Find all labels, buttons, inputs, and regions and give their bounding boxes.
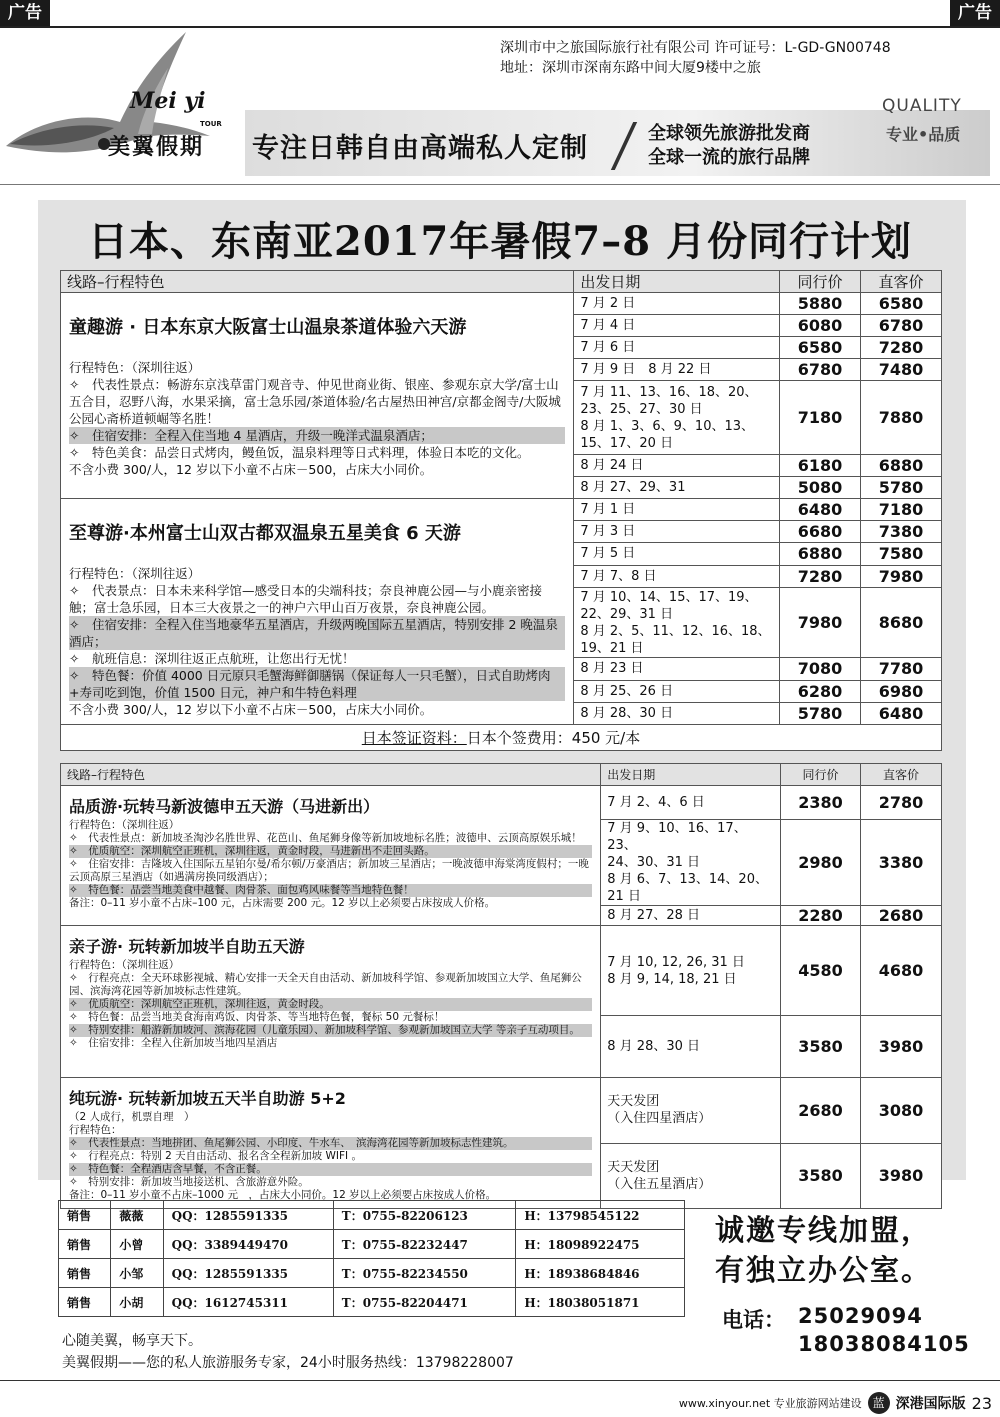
contact-mobile: H：18938684846 (516, 1259, 685, 1288)
ad-label-right: 广告 (950, 0, 1000, 26)
peer-price: 5780 (780, 702, 861, 724)
departure-date: 8 月 28、30 日 (601, 1016, 781, 1078)
route-detail-line: ✧ 特色美食：品尝日式烤肉，鳗鱼饭，温泉料理等日式料理，体验日本吃的文化。 (69, 445, 530, 460)
direct-price: 7980 (861, 565, 942, 587)
direct-price: 4680 (861, 926, 942, 1016)
peer-price: 2680 (781, 1078, 861, 1144)
route-title: 亲子游· 玩转新加坡半自助五天游 (69, 937, 305, 956)
header (0, 26, 1000, 186)
sales-contact-table (58, 1200, 685, 1317)
route-detail-line: ✧ 航班信息：深圳往返正点航班，让您出行无忧！ (69, 651, 355, 666)
route-detail-line: 不含小费 300/人，12 岁以下小童不占床－500，占床大小同价。 (69, 702, 433, 717)
departure-date: 7 月 4 日 (574, 315, 780, 337)
slogan-secondary-line2: 全球一流的旅行品牌 (648, 147, 810, 168)
peer-price: 2380 (781, 786, 861, 820)
peer-price: 6780 (780, 359, 861, 381)
contact-tel: T：0755-82204471 (333, 1288, 516, 1317)
peer-price: 2980 (781, 820, 861, 906)
peer-price: 7980 (780, 587, 861, 658)
departure-date: 天天发团 （入住五星酒店） (601, 1143, 781, 1209)
contact-role: 销售 (59, 1230, 111, 1259)
contact-mobile: H：13798545122 (516, 1201, 685, 1230)
route-detail-line: 备注：0–11 岁小童不占床–100 元，占床需要 200 元。12 岁以上必须要占床按成人价格。 (69, 897, 496, 909)
contact-row (59, 1259, 685, 1288)
route-detail-line: ✧ 特色餐：全程酒店含早餐，不含正餐。 (69, 1163, 592, 1176)
route-detail-line: ✧ 住宿安排：全程入住新加坡当地四星酒店 (69, 1037, 278, 1049)
visa-value: 日本个签费用：450 元/本 (466, 729, 641, 747)
route-detail-line: 备注：0–11 岁小童不占床–1000 元 ，占床大小同价。12 岁以上必须要占床按成人价格。 (69, 1189, 497, 1201)
departure-date: 7 月 9、10、16、17、23、 24、30、31 日 8 月 6、7、13、14、20、 21 日 (601, 820, 781, 906)
logo-tour-text: TOUR (200, 120, 222, 128)
contact-role: 销售 (59, 1201, 111, 1230)
direct-price: 6880 (861, 455, 942, 477)
peer-price: 7280 (780, 565, 861, 587)
direct-price: 7480 (861, 359, 942, 381)
route-cell (61, 499, 574, 725)
departure-date: 7 月 10、14、15、17、19、 22、29、31 日 8 月 2、5、11、12、16、18、 19、21 日 (574, 587, 780, 658)
route-detail-line: ✧ 代表性景点：新加坡圣淘沙名胜世界、花芭山、鱼尾狮身像等新加坡地标名胜；波德申、云顶高原娱乐城！ (69, 832, 582, 844)
direct-price: 7280 (861, 337, 942, 359)
contact-row (59, 1288, 685, 1317)
route-detail-line: ✧ 住宿安排：全程入住当地豪华五星酒店，升级两晚国际五星酒店，特别安排 2 晚温泉酒店； (69, 616, 565, 650)
peer-price: 5880 (780, 293, 861, 315)
logo-chinese-text: 美翼假期 (108, 135, 205, 160)
peer-price: 7180 (780, 381, 861, 455)
route-cell (61, 293, 574, 499)
peer-price: 6580 (780, 337, 861, 359)
franchise-line2: 有独立办公室。 (715, 1253, 933, 1287)
route-description (69, 1111, 592, 1202)
departure-date: 7 月 7、8 日 (574, 565, 780, 587)
direct-price: 5780 (861, 477, 942, 499)
route-title: 品质游·玩转马新波德申五天游（马进新出） (69, 797, 380, 816)
direct-price: 6980 (861, 680, 942, 702)
phone-number-1: 25029094 (798, 1304, 923, 1328)
route-description (69, 359, 565, 478)
departure-date: 8 月 23 日 (574, 658, 780, 680)
footer-site: www.xinyour.net 专业旅游网站建设 (678, 1397, 862, 1410)
route-detail-line: 行程特色：（深圳往返） (69, 566, 201, 581)
departure-date: 7 月 5 日 (574, 543, 780, 565)
footer-badge-icon: 蓝 (868, 1392, 890, 1414)
phone-label: 电话： (722, 1308, 785, 1332)
departure-date: 7 月 11、13、16、18、20、 23、25、27、30 日 8 月 1、3、6、9、10、13、 15、17、20 日 (574, 381, 780, 455)
route-detail-line: ✧ 代表景点：日本未来科学馆—感受日本的尖端科技；奈良神鹿公园—与小鹿亲密接触；富士急乐园，日本三大夜景之一的神户六甲山百万夜景，奈良神鹿公园。 (69, 583, 542, 615)
table-row (61, 926, 942, 1016)
franchise-line1: 诚邀专线加盟， (715, 1213, 933, 1247)
peer-price: 6880 (780, 543, 861, 565)
table-header-row (61, 271, 942, 293)
contact-row (59, 1230, 685, 1259)
route-description (69, 565, 565, 718)
route-detail-line: ✧ 特色餐：品尝当地美食中越餐、肉骨茶、面包鸡风味餐等当地特色餐！ (69, 884, 592, 897)
contact-role: 销售 (59, 1288, 111, 1317)
motto-line2: 美翼假期——您的私人旅游服务专家，24小时服务热线：13798228007 (62, 1355, 514, 1371)
header-date: 出发日期 (601, 764, 781, 786)
direct-price: 6580 (861, 293, 942, 315)
departure-date: 8 月 24 日 (574, 455, 780, 477)
route-cell (61, 1078, 601, 1209)
phone-number-2: 18038084105 (798, 1332, 970, 1356)
direct-price: 6780 (861, 315, 942, 337)
contact-tel: T：0755-82206123 (333, 1201, 516, 1230)
peer-price: 6480 (780, 499, 861, 521)
direct-price: 3980 (861, 1143, 942, 1209)
contact-tel: T：0755-82232447 (333, 1230, 516, 1259)
contact-qq: QQ：1285591335 (163, 1201, 333, 1230)
company-address: 地址：深圳市深南东路中间大厦9楼中之旅 (500, 60, 761, 76)
visa-label: 日本签证资料： (361, 729, 467, 747)
peer-price: 6280 (780, 680, 861, 702)
direct-price: 2780 (861, 786, 942, 820)
route-detail-line: ✧ 住宿安排：吉隆坡入住国际五星铂尔曼/希尔顿/万豪酒店；新加坡三星酒店；一晚波德申海棠湾度假村；一晚云顶高原三星酒店（如遇满房换同级酒店）； (69, 858, 589, 883)
route-detail-line: ✧ 行程亮点：全天环球影视城、精心安排一天全天自由活动、新加坡科学馆、参观新加坡国立大学、鱼尾狮公园、滨海湾花园等新加坡标志性建筑。 (69, 972, 582, 997)
contact-mobile: H：18098922475 (516, 1230, 685, 1259)
contact-qq: QQ：1612745311 (163, 1288, 333, 1317)
direct-price: 8680 (861, 587, 942, 658)
footer-edition: 深港国际版 (895, 1396, 966, 1412)
route-title: 童趣游 · 日本东京大阪富士山温泉茶道体验六天游 (69, 317, 467, 338)
route-detail-line: ✧ 特别安排：船游新加坡河、滨海花园（儿童乐园）、新加坡科学馆、参观新加坡国立大学 等亲子互动项目。 (69, 1024, 592, 1037)
route-detail-line: （2 人成行，机票自理 ） (69, 1111, 195, 1123)
ad-label-left: 广告 (0, 0, 50, 26)
contact-tel: T：0755-82234550 (333, 1259, 516, 1288)
contact-name: 小邹 (111, 1259, 163, 1288)
sea-plan-table (60, 763, 942, 1209)
slogan-secondary-line1: 全球领先旅游批发商 (648, 123, 810, 144)
header-direct-price: 直客价 (861, 271, 942, 293)
franchise-invite (715, 1210, 932, 1290)
contact-mobile: H：18038051871 (516, 1288, 685, 1317)
route-detail-line: ✧ 特色餐：价值 4000 日元原只毛蟹海鲜御膳锅（保证每人一只毛蟹），日式自助烤肉+寿司吃到饱，价值 1500 日元，神户和牛特色料理 (69, 667, 565, 701)
page-title: 日本、东南亚2017年暑假7–8 月份同行计划 (88, 218, 912, 265)
route-detail-line: 行程特色： (69, 1124, 122, 1136)
route-detail-line: 行程特色：（深圳往返） (69, 959, 180, 971)
table-header-row (61, 764, 942, 786)
route-detail-line: ✧ 行程亮点：特别 2 天自由活动、报名含全程新加坡 WIFI 。 (69, 1150, 362, 1162)
route-detail-line: ✧ 代表性景点：当地拼团、鱼尾狮公园、小印度、牛水车、 滨海湾花园等新加坡标志性建筑。 (69, 1137, 592, 1150)
table-row (61, 499, 942, 521)
slogan-secondary (648, 122, 810, 170)
header-route: 线路–行程特色 (61, 764, 601, 786)
departure-date: 天天发团 （入住四星酒店） (601, 1078, 781, 1144)
direct-price: 7780 (861, 658, 942, 680)
direct-price: 7180 (861, 499, 942, 521)
departure-date: 8 月 27、29、31 (574, 477, 780, 499)
direct-price: 7380 (861, 521, 942, 543)
contact-qq: QQ：1285591335 (163, 1259, 333, 1288)
departure-date: 7 月 9 日 8 月 22 日 (574, 359, 780, 381)
contact-role: 销售 (59, 1259, 111, 1288)
quality-label: QUALITY (882, 96, 962, 116)
visa-info (61, 725, 942, 751)
departure-date: 7 月 1 日 (574, 499, 780, 521)
route-detail-line: ✧ 特别安排：新加坡当地接送机、含旅游意外险。 (69, 1176, 309, 1188)
route-cell (61, 926, 601, 1078)
header-date: 出发日期 (574, 271, 780, 293)
route-detail-line: 不含小费 300/人，12 岁以下小童不占床－500，占床大小同价。 (69, 462, 433, 477)
company-info (500, 38, 891, 78)
visa-row (61, 725, 942, 751)
departure-date: 7 月 6 日 (574, 337, 780, 359)
peer-price: 6080 (780, 315, 861, 337)
table-row (61, 786, 942, 820)
route-detail-line: 行程特色：（深圳往返） (69, 360, 201, 375)
motto-line1: 心随美翼，畅享天下。 (62, 1333, 202, 1349)
footer (679, 1392, 992, 1414)
route-cell (61, 786, 601, 926)
contact-qq: QQ：3389449470 (163, 1230, 333, 1259)
table-row (61, 1078, 942, 1144)
route-title: 纯玩游· 玩转新加坡五天半自助游 5+2 (69, 1089, 346, 1108)
direct-price: 3980 (861, 1016, 942, 1078)
peer-price: 3580 (781, 1143, 861, 1209)
footer-rule (0, 1380, 1000, 1381)
header-route: 线路–行程特色 (61, 271, 574, 293)
departure-date: 8 月 27、28 日 (601, 906, 781, 926)
contact-row (59, 1201, 685, 1230)
header-peer-price: 同行价 (781, 764, 861, 786)
header-bottom-rule (0, 184, 1000, 185)
direct-price: 3080 (861, 1078, 942, 1144)
contact-name: 薇薇 (111, 1201, 163, 1230)
peer-price: 6180 (780, 455, 861, 477)
route-detail-line: ✧ 特色餐：品尝当地美食海南鸡饭、肉骨茶、等当地特色餐，餐标 50 元餐标！ (69, 1011, 445, 1023)
direct-price: 3380 (861, 820, 942, 906)
route-description (69, 819, 592, 910)
slogan: 专注日韩自由高端私人定制 (252, 133, 588, 164)
route-detail-line: ✧ 优质航空：深圳航空正班机，深圳往返，黄金时段。 (69, 998, 592, 1011)
contact-name: 小胡 (111, 1288, 163, 1317)
departure-date: 8 月 28、30 日 (574, 702, 780, 724)
peer-price: 2280 (781, 906, 861, 926)
direct-price: 7580 (861, 543, 942, 565)
route-detail-line: ✧ 住宿安排：全程入住当地 4 星酒店，升级一晚洋式温泉酒店； (69, 427, 565, 444)
peer-price: 7080 (780, 658, 861, 680)
departure-date: 7 月 2 日 (574, 293, 780, 315)
route-description (69, 959, 592, 1050)
direct-price: 2680 (861, 906, 942, 926)
peer-price: 5080 (780, 477, 861, 499)
departure-date: 7 月 10, 12, 26, 31 日 8 月 9, 14, 18, 21 日 (601, 926, 781, 1016)
route-title: 至尊游·本州富士山双古都双温泉五星美食 6 天游 (69, 523, 461, 544)
table-row (61, 293, 942, 315)
departure-date: 7 月 3 日 (574, 521, 780, 543)
quality-sub-label: 专业•品质 (886, 125, 961, 144)
header-peer-price: 同行价 (780, 271, 861, 293)
peer-price: 6680 (780, 521, 861, 543)
japan-plan-table (60, 270, 942, 751)
route-detail-line: ✧ 代表性景点：畅游东京浅草雷门观音寺、仲见世商业街、银座、参观东京大学/富士山五合目，忍野八海，水果采摘，富士急乐园/茶道体验/名古屋热田神宫/京都金阁寺/大阪城公园心斋桥道顿崛等名胜！ (69, 377, 561, 426)
route-detail-line: 行程特色：（深圳往返） (69, 819, 180, 831)
departure-date: 8 月 25、26 日 (574, 680, 780, 702)
contact-name: 小曾 (111, 1230, 163, 1259)
company-name: 深圳市中之旅国际旅行社有限公司 许可证号：L-GD-GN00748 (500, 40, 891, 56)
peer-price: 4580 (781, 926, 861, 1016)
peer-price: 3580 (781, 1016, 861, 1078)
logo-english-text: Mei yi (130, 88, 206, 114)
header-direct-price: 直客价 (861, 764, 942, 786)
page-number: 23 (971, 1393, 992, 1413)
direct-price: 7880 (861, 381, 942, 455)
motto (62, 1330, 514, 1374)
route-detail-line: ✧ 优质航空：深圳航空正班机，深圳往返，黄金时段，马进新出不走回头路。 (69, 845, 592, 858)
departure-date: 7 月 2、4、6 日 (601, 786, 781, 820)
direct-price: 6480 (861, 702, 942, 724)
